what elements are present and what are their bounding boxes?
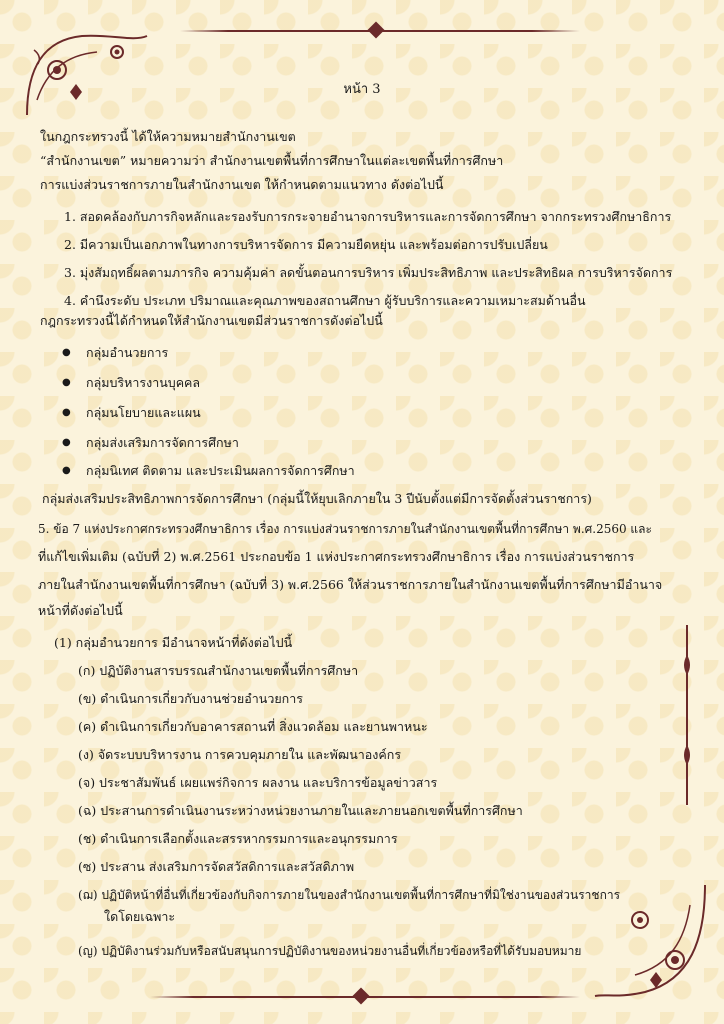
division-item: ● กลุ่มบริหารงานบุคคล <box>86 374 200 392</box>
intro-line-3: การแบ่งส่วนราชการภายในสำนักงานเขต ให้กำหนดตามแนวทาง ดังต่อไปนี้ <box>40 177 444 192</box>
section5-line-1: 5. ข้อ 7 แห่งประกาศกระทรวงศึกษาธิการ เรื่อง การแบ่งส่วนราชการภายในสำนักงานเขตพื้นที่การศึกษา พ.ศ.2560 และ <box>38 522 652 536</box>
top-divider <box>180 30 580 32</box>
section5-line-3: ภายในสำนักงานเขตพื้นที่การศึกษา (ฉบับที่ 3) พ.ศ.2566 ให้ส่วนราชการภายในสำนักงานเขตพื้นที่การศึกษามีอำนาจ <box>38 577 663 592</box>
corner-ornament-top-left <box>22 30 152 120</box>
duty-item-continuation: ใดโดยเฉพาะ <box>104 909 176 924</box>
duty-item: (ญ) ปฏิบัติงานร่วมกับหรือสนับสนุนการปฏิบัติงานของหน่วยงานอื่นที่เกี่ยวข้องหรือที่ได้รับมอบหมาย <box>78 944 582 958</box>
guideline-item: 4. คำนึงระดับ ประเภท ปริมาณและคุณภาพของสถานศึกษา ผู้รับบริการและความเหมาะสมด้านอื่น <box>64 293 586 308</box>
guideline-item: 3. มุ่งสัมฤทธิ์ผลตามภารกิจ ความคุ้มค่า ลดขั้นตอนการบริหาร เพิ่มประสิทธิภาพ และประสิทธิผล การบริหารจัดการ <box>64 265 673 280</box>
duty-item: (ง) จัดระบบบริหารงาน การควบคุมภายใน และพัฒนาองค์กร <box>78 747 402 762</box>
intro-line-1: ในกฎกระทรวงนี้ ได้ให้ความหมายสำนักงานเขต <box>40 129 296 144</box>
division-item: ● กลุ่มอำนวยการ <box>86 344 168 362</box>
page-number: หน้า 3 <box>343 82 381 97</box>
duty-item: (ซ) ประสาน ส่งเสริมการจัดสวัสดิการและสวัสดิภาพ <box>78 859 355 874</box>
intro-line-2: “สำนักงานเขต” หมายความว่า สำนักงานเขตพื้นที่การศึกษาในแต่ละเขตพื้นที่การศึกษา <box>40 153 504 168</box>
section5-line-2: ที่แก้ไขเพิ่มเติม (ฉบับที่ 2) พ.ศ.2561 ประกอบข้อ 1 แห่งประกาศกระทรวงศึกษาธิการ เรื่อง การแบ่งส่วนราชการ <box>38 549 635 564</box>
group1-heading: (1) กลุ่มอำนวยการ มีอำนาจหน้าที่ดังต่อไปนี้ <box>54 635 293 650</box>
divisions-intro: กฎกระทรวงนี้ได้กำหนดให้สำนักงานเขตมีส่วนราชการดังต่อไปนี้ <box>40 313 383 328</box>
guideline-item: 1. สอดคล้องกับภารกิจหลักและรองรับการกระจายอำนาจการบริหารและการจัดการศึกษา จากกระทรวงศึกษาธิการ <box>64 209 672 224</box>
division-item: ● กลุ่มส่งเสริมการจัดการศึกษา <box>86 434 239 452</box>
duty-item: (ข) ดำเนินการเกี่ยวกับงานช่วยอำนวยการ <box>78 691 303 706</box>
guideline-item: 2. มีความเป็นเอกภาพในทางการบริหารจัดการ มีความยืดหยุ่น และพร้อมต่อการปรับเปลี่ยน <box>64 237 548 252</box>
side-ornament-right <box>680 625 694 805</box>
division-item: ● กลุ่มนโยบายและแผน <box>86 404 201 422</box>
duty-item: (ก) ปฏิบัติงานสารบรรณสำนักงานเขตพื้นที่การศึกษา <box>78 663 359 678</box>
duty-item: (ช) ดำเนินการเลือกตั้งและสรรหากรรมการและอนุกรรมการ <box>78 831 398 846</box>
division-item: ● กลุ่มนิเทศ ติดตาม และประเมินผลการจัดการศึกษา <box>86 462 355 480</box>
duty-item: (จ) ประชาสัมพันธ์ เผยแพร่กิจการ ผลงาน และบริการข้อมูลข่าวสาร <box>78 775 438 790</box>
section5-line-4: หน้าที่ดังต่อไปนี้ <box>38 603 123 618</box>
duty-item: (ค) ดำเนินการเกี่ยวกับอาคารสถานที่ สิ่งแวดล้อม และยานพาหนะ <box>78 719 428 734</box>
duty-item: (ฉ) ประสานการดำเนินงานระหว่างหน่วยงานภายในและภายนอกเขตพื้นที่การศึกษา <box>78 803 523 818</box>
duty-item: (ฌ) ปฏิบัติหน้าที่อื่นที่เกี่ยวข้องกับกิจการภายในของสำนักงานเขตพื้นที่การศึกษาที่มิใช่งานของส่วนราชการ <box>78 888 621 902</box>
bottom-divider <box>150 996 580 998</box>
temporary-division: กลุ่มส่งเสริมประสิทธิภาพการจัดการศึกษา (กลุ่มนี้ให้ยุบเลิกภายใน 3 ปีนับตั้งแต่มีการจัดตั้งส่วนราชการ) <box>42 491 592 506</box>
